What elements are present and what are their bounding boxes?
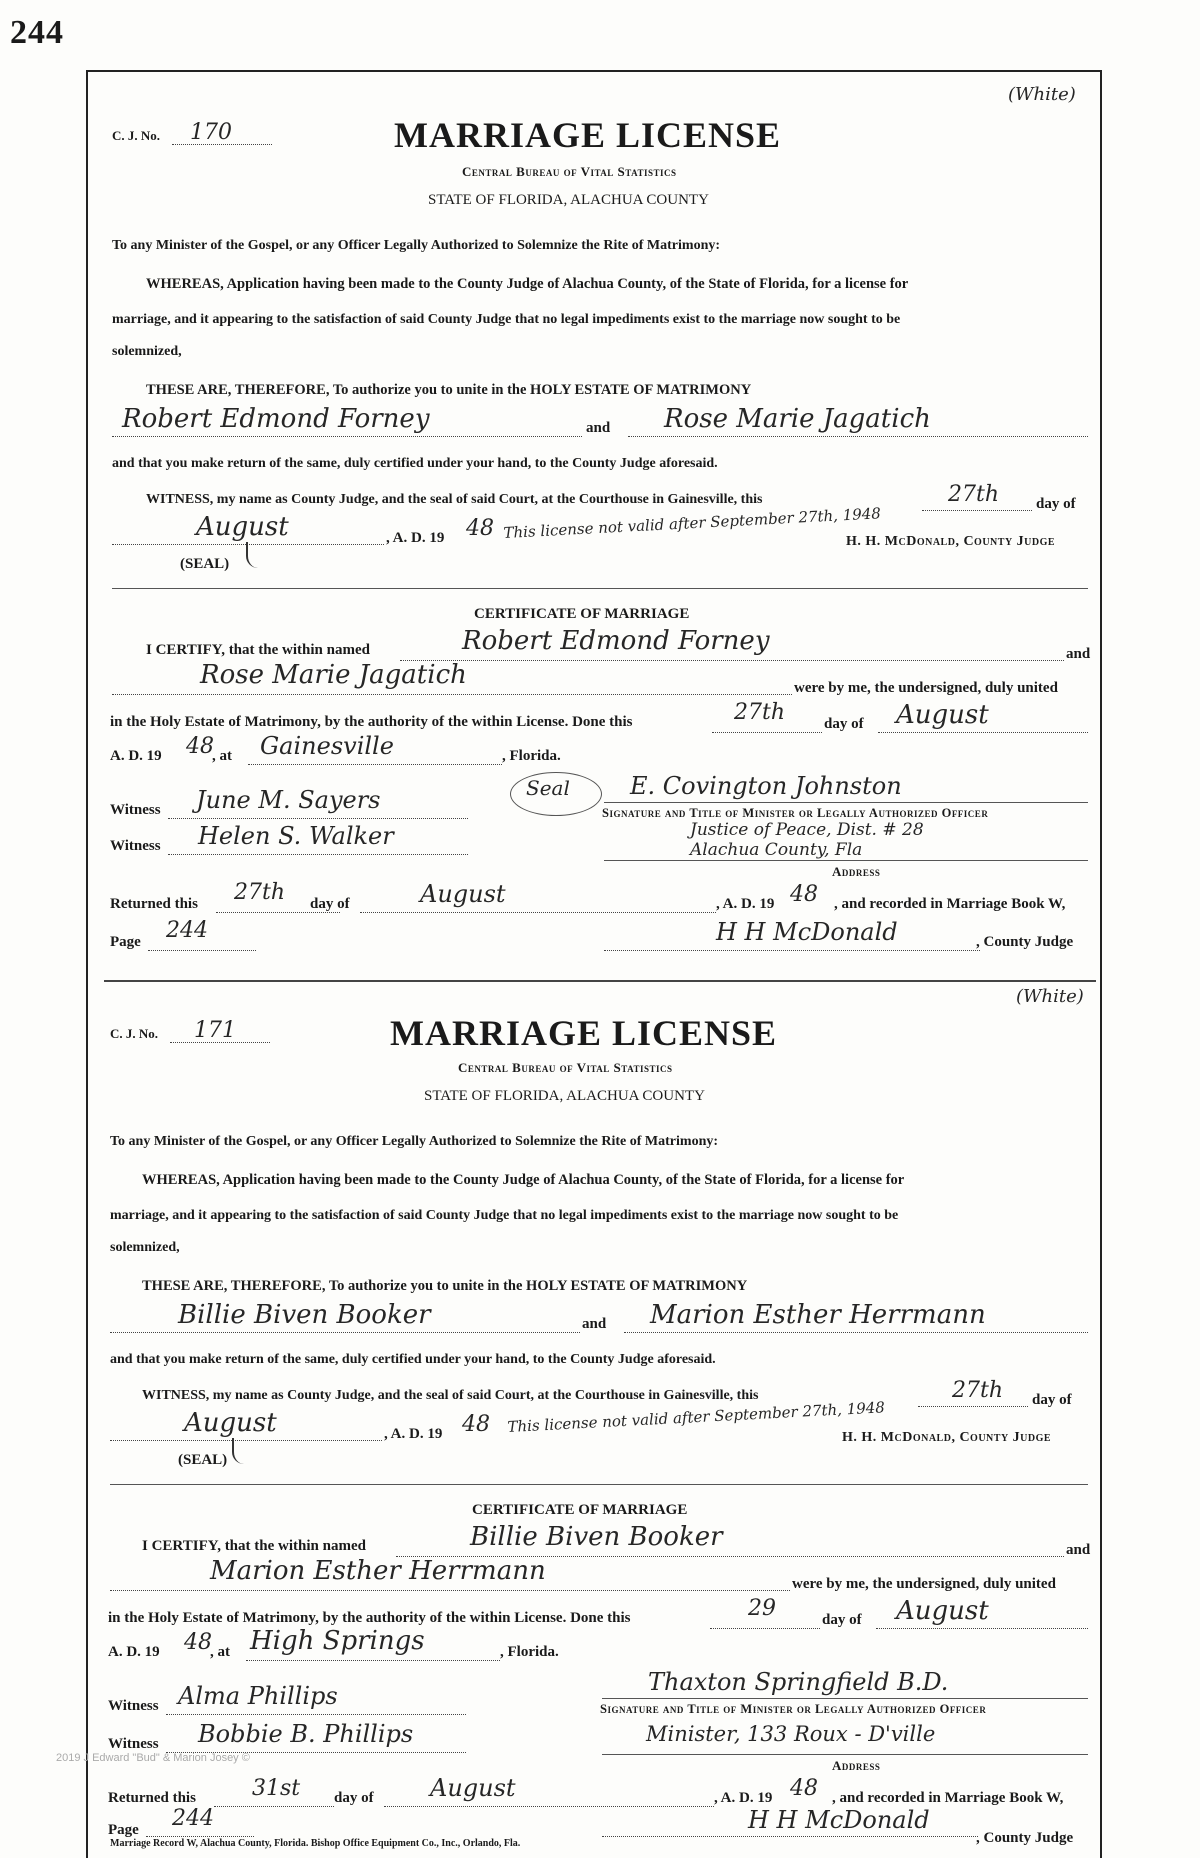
- cert-at-label: , at: [210, 1644, 230, 1660]
- were-united-label: were by me, the undersigned, duly united: [794, 680, 1058, 696]
- recorded-label: , and recorded in Marriage Book W,: [834, 896, 1066, 912]
- license-day: 27th: [952, 1378, 1004, 1403]
- witness-2-name: Bobbie B. Phillips: [198, 1720, 414, 1748]
- groom-name: Robert Edmond Forney: [122, 404, 430, 434]
- state-county: STATE OF FLORIDA, ALACHUA COUNTY: [424, 1088, 705, 1104]
- and-label: and: [582, 1316, 607, 1332]
- returned-ad-label: , A. D. 19: [716, 896, 775, 912]
- returned-year: 48: [790, 882, 818, 907]
- florida-label: , Florida.: [500, 1644, 559, 1660]
- groom-name: Billie Biven Booker: [178, 1300, 431, 1330]
- state-county: STATE OF FLORIDA, ALACHUA COUNTY: [428, 192, 709, 208]
- return-line: and that you make return of the same, duly certified under your hand, to the County Judge aforesaid.: [110, 1352, 716, 1367]
- witness-2-name: Helen S. Walker: [198, 822, 394, 850]
- returned-day-of-label: day of: [310, 896, 350, 912]
- seal-label: (SEAL): [180, 556, 230, 572]
- cert-ad-label: A. D. 19: [110, 748, 162, 764]
- witness-1-name: Alma Phillips: [178, 1682, 338, 1710]
- certificate-title: CERTIFICATE OF MARRIAGE: [474, 606, 690, 622]
- day-of-label: day of: [1032, 1392, 1072, 1408]
- cert-year: 48: [184, 1630, 212, 1655]
- record-footer: Marriage Record W, Alachua County, Florida. Bishop Office Equipment Co., Inc., Orlando, Fla.: [110, 1838, 521, 1849]
- cert-groom-name: Billie Biven Booker: [470, 1522, 723, 1552]
- were-united-label: were by me, the undersigned, duly united: [792, 1576, 1056, 1592]
- officer-signature: E. Covington Johnston: [630, 772, 902, 800]
- license-month: August: [196, 512, 289, 542]
- cj-number: 171: [194, 1018, 236, 1043]
- these-are-line: THESE ARE, THEREFORE, To authorize you to unite in the HOLY ESTATE OF MATRIMONY: [142, 1278, 748, 1294]
- address-line: To any Minister of the Gospel, or any Officer Legally Authorized to Solemnize the Rite of Matrimony:: [112, 238, 721, 253]
- address-label: Address: [832, 1758, 881, 1773]
- race-note: (White): [1016, 986, 1084, 1007]
- witness-line: WITNESS, my name as County Judge, and the seal of said Court, at the Courthouse in Gainesville, this: [142, 1388, 759, 1403]
- page-value: 244: [166, 918, 208, 943]
- page-label: Page: [108, 1822, 139, 1838]
- county-judge-label: , County Judge: [976, 1830, 1074, 1846]
- returned-month: August: [430, 1774, 516, 1802]
- certify-label: I CERTIFY, that the within named: [146, 642, 370, 658]
- holy-estate-line: in the Holy Estate of Matrimony, by the authority of the within License. Done this: [108, 1610, 631, 1626]
- day-of-label: day of: [1036, 496, 1076, 512]
- officer-title-1: Minister, 133 Roux - D'ville: [646, 1722, 936, 1746]
- cert-and-label: and: [1066, 646, 1091, 662]
- witness-2-label: Witness: [108, 1736, 159, 1752]
- whereas-line-1: WHEREAS, Application having been made to the County Judge of Alachua County, of the State of Florida, for a license for: [146, 276, 909, 292]
- cert-and-label: and: [1066, 1542, 1091, 1558]
- copyright-watermark: 2019 J Edward "Bud" & Marion Josey ©: [56, 1752, 250, 1764]
- validity-note: This license not valid after September 27th, 1948: [507, 1398, 886, 1436]
- page-label: Page: [110, 934, 141, 950]
- license-year: 48: [466, 516, 494, 541]
- bureau-name: Central Bureau of Vital Statistics: [458, 1060, 673, 1075]
- officer-label: Signature and Title of Minister or Legally Authorized Officer: [602, 806, 989, 820]
- witness-2-label: Witness: [110, 838, 161, 854]
- cert-place: High Springs: [250, 1626, 425, 1656]
- cert-bride-name: Marion Esther Herrmann: [210, 1556, 546, 1586]
- bride-name: Marion Esther Herrmann: [650, 1300, 986, 1330]
- county-judge: H. H. McDonald, County Judge: [846, 534, 1056, 549]
- address-label: Address: [832, 864, 881, 879]
- cert-month: August: [896, 1596, 989, 1626]
- page-number: 244: [10, 14, 64, 51]
- cert-year: 48: [186, 734, 214, 759]
- license-month: August: [184, 1408, 277, 1438]
- cj-label: C. J. No.: [112, 128, 161, 143]
- page-value: 244: [172, 1806, 214, 1831]
- cj-number: 170: [190, 120, 232, 145]
- cert-at-label: , at: [212, 748, 232, 764]
- county-judge: H. H. McDonald, County Judge: [842, 1430, 1052, 1445]
- cert-day-of-label: day of: [822, 1612, 862, 1628]
- judge-signature: H H McDonald: [716, 918, 898, 946]
- whereas-line-2: marriage, and it appearing to the satisfaction of said County Judge that no legal impediments exist to the marriage now sought to be: [110, 1208, 899, 1223]
- cert-ad-label: A. D. 19: [108, 1644, 160, 1660]
- officer-label: Signature and Title of Minister or Legally Authorized Officer: [600, 1702, 987, 1716]
- cert-bride-name: Rose Marie Jagatich: [200, 660, 467, 690]
- ad-label: , A. D. 19: [384, 1426, 443, 1442]
- officer-signature: Thaxton Springfield B.D.: [648, 1668, 949, 1696]
- seal-label: (SEAL): [178, 1452, 228, 1468]
- returned-day: 31st: [252, 1776, 301, 1801]
- officer-title-2: Alachua County, Fla: [690, 840, 863, 860]
- returned-label: Returned this: [110, 896, 198, 912]
- cert-place: Gainesville: [260, 732, 394, 760]
- cert-day: 29: [748, 1596, 776, 1621]
- witness-1-label: Witness: [108, 1698, 159, 1714]
- recorded-label: , and recorded in Marriage Book W,: [832, 1790, 1064, 1806]
- returned-day-of-label: day of: [334, 1790, 374, 1806]
- validity-note: This license not valid after September 27th, 1948: [503, 504, 882, 542]
- bureau-name: Central Bureau of Vital Statistics: [462, 164, 677, 179]
- certify-label: I CERTIFY, that the within named: [142, 1538, 366, 1554]
- bride-name: Rose Marie Jagatich: [664, 404, 931, 434]
- license-day: 27th: [948, 482, 1000, 507]
- witness-1-name: June M. Sayers: [196, 786, 381, 814]
- holy-estate-line: in the Holy Estate of Matrimony, by the authority of the within License. Done this: [110, 714, 633, 730]
- witness-line: WITNESS, my name as County Judge, and the seal of said Court, at the Courthouse in Gainesville, this: [146, 492, 763, 507]
- officer-title-1: Justice of Peace, Dist. # 28: [690, 820, 924, 840]
- whereas-line-3: solemnized,: [110, 1240, 180, 1255]
- florida-label: , Florida.: [502, 748, 561, 764]
- seal-stamp-text: Seal: [526, 776, 570, 800]
- return-line: and that you make return of the same, duly certified under your hand, to the County Judge aforesaid.: [112, 456, 718, 471]
- ad-label: , A. D. 19: [386, 530, 445, 546]
- judge-signature: H H McDonald: [748, 1806, 930, 1834]
- cert-groom-name: Robert Edmond Forney: [462, 626, 770, 656]
- returned-month: August: [420, 880, 506, 908]
- whereas-line-1: WHEREAS, Application having been made to the County Judge of Alachua County, of the State of Florida, for a license for: [142, 1172, 905, 1188]
- address-line: To any Minister of the Gospel, or any Officer Legally Authorized to Solemnize the Rite of Matrimony:: [110, 1134, 719, 1149]
- county-judge-label: , County Judge: [976, 934, 1074, 950]
- license-separator: [104, 980, 1096, 982]
- license-year: 48: [462, 1412, 490, 1437]
- certificate-title: CERTIFICATE OF MARRIAGE: [472, 1502, 688, 1518]
- returned-ad-label: , A. D. 19: [714, 1790, 773, 1806]
- license-title: MARRIAGE LICENSE: [394, 115, 782, 155]
- whereas-line-2: marriage, and it appearing to the satisfaction of said County Judge that no legal impediments exist to the marriage now sought to be: [112, 312, 901, 327]
- returned-day: 27th: [234, 880, 286, 905]
- witness-1-label: Witness: [110, 802, 161, 818]
- cert-day: 27th: [734, 700, 786, 725]
- cj-label: C. J. No.: [110, 1026, 159, 1041]
- returned-year: 48: [790, 1776, 818, 1801]
- cert-day-of-label: day of: [824, 716, 864, 732]
- whereas-line-3: solemnized,: [112, 344, 182, 359]
- cert-month: August: [896, 700, 989, 730]
- these-are-line: THESE ARE, THEREFORE, To authorize you to unite in the HOLY ESTATE OF MATRIMONY: [146, 382, 752, 398]
- license-title: MARRIAGE LICENSE: [390, 1013, 778, 1053]
- returned-label: Returned this: [108, 1790, 196, 1806]
- and-label: and: [586, 420, 611, 436]
- race-note: (White): [1008, 84, 1076, 105]
